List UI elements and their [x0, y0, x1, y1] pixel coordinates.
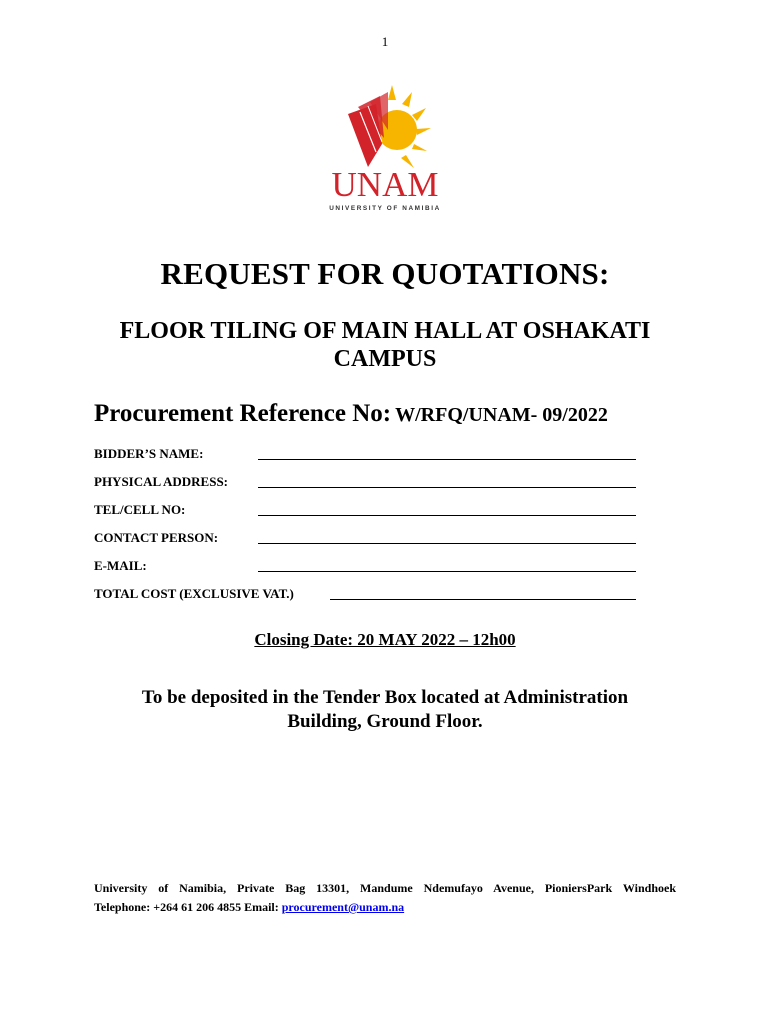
unam-logo-graphic — [318, 82, 452, 214]
email-link[interactable]: procurement@unam.na — [281, 900, 405, 914]
unam-logo — [318, 82, 452, 214]
procurement-reference — [94, 400, 608, 428]
unam-wordmark: UNAM — [331, 165, 439, 204]
contact-person-row — [94, 530, 636, 548]
physical-address-label: PHYSICAL ADDRESS: — [94, 474, 229, 489]
deposit-line-2: Building, Ground Floor. — [287, 711, 483, 732]
closing-date — [0, 630, 770, 650]
bidder-name-row — [94, 446, 636, 464]
book-icon — [348, 92, 388, 167]
reference-number: W/RFQ/UNAM- 09/2022 — [395, 404, 608, 426]
reference-label: Procurement Reference No: — [94, 400, 392, 427]
subtitle-line-2: CAMPUS — [333, 346, 437, 372]
contact-person-blank[interactable] — [258, 543, 636, 544]
closing-date-text: Closing Date: 20 MAY 2022 – 12h00 — [254, 630, 516, 649]
physical-address-row — [94, 474, 636, 492]
total-cost-row — [94, 586, 636, 604]
subtitle-line-1: FLOOR TILING OF MAIN HALL AT OSHAKATI — [119, 318, 651, 344]
footer-contact — [94, 879, 676, 917]
email-label: E-MAIL: — [94, 558, 147, 573]
tel-cell-blank[interactable] — [258, 515, 636, 516]
deposit-line-1: To be deposited in the Tender Box located at Administration — [141, 687, 629, 708]
tel-cell-row — [94, 502, 636, 520]
document-subtitle — [60, 317, 710, 373]
email-row — [94, 558, 636, 576]
total-cost-label: TOTAL COST (EXCLUSIVE VAT.) — [94, 586, 294, 601]
tel-cell-label: TEL/CELL NO: — [94, 502, 186, 517]
email-blank[interactable] — [258, 571, 636, 572]
deposit-instructions — [85, 686, 685, 734]
page-number: 1 — [381, 34, 389, 49]
unam-tagline: UNIVERSITY OF NAMIBIA — [329, 205, 441, 212]
physical-address-blank[interactable] — [258, 487, 636, 488]
footer-telephone: Telephone: +264 61 206 4855 Email: — [94, 900, 279, 914]
document-title: REQUEST FOR QUOTATIONS: — [160, 256, 610, 291]
total-cost-blank[interactable] — [330, 599, 636, 600]
contact-person-label: CONTACT PERSON: — [94, 530, 219, 545]
bidder-name-label: BIDDER’S NAME: — [94, 446, 204, 461]
footer-address: University of Namibia, Private Bag 13301, Mandume Ndemufayo Avenue, PioniersPark Windhoek — [94, 881, 676, 895]
bidder-name-blank[interactable] — [258, 459, 636, 460]
footer-telephone-line — [94, 898, 676, 917]
